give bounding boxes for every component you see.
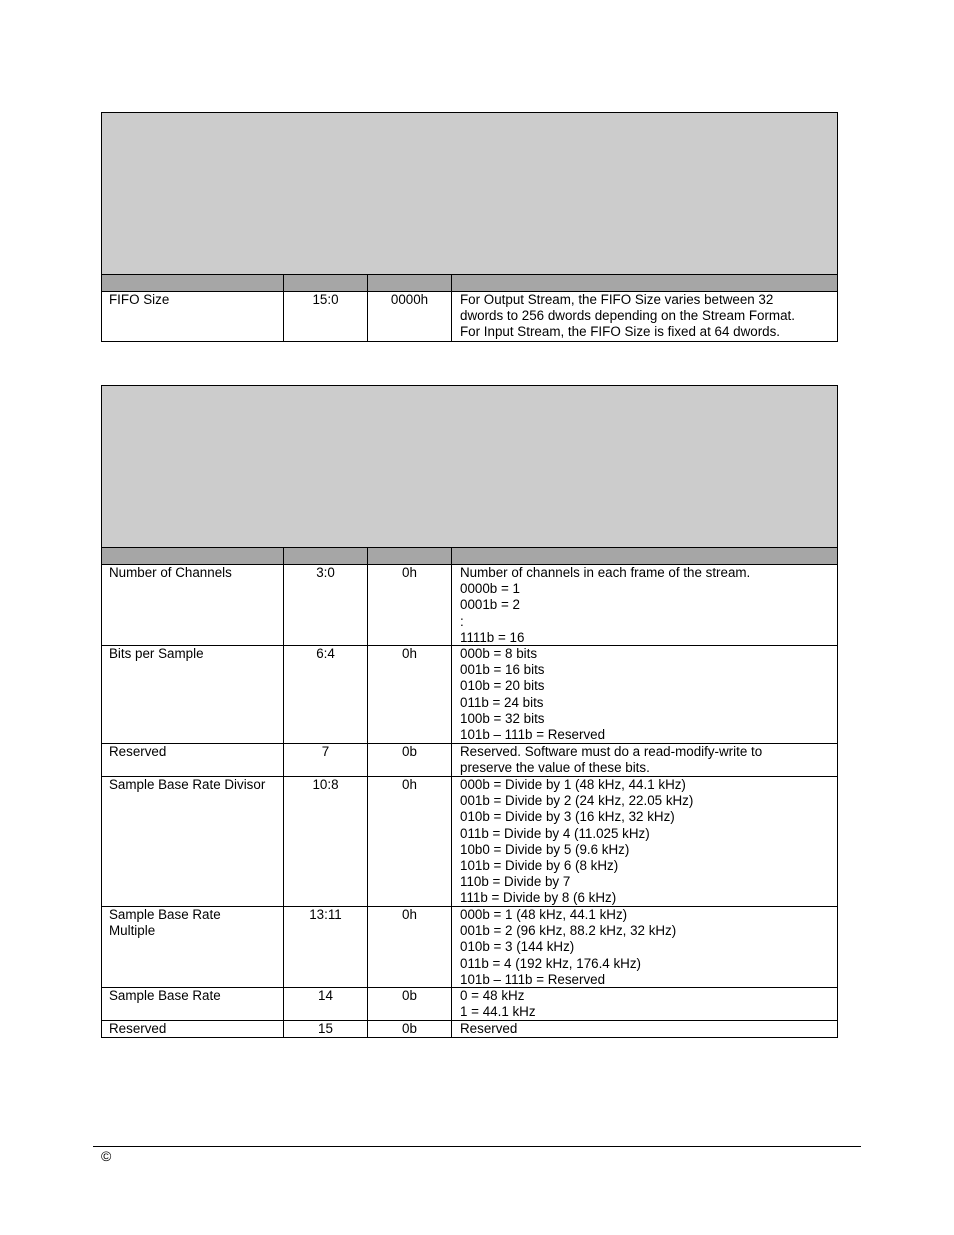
description-line: 001b = 16 bits <box>460 662 545 678</box>
field-name <box>102 744 284 776</box>
field-bits: 10:8 <box>284 777 368 906</box>
field-name-line: Sample Base Rate <box>109 907 221 922</box>
description-line: 010b = 20 bits <box>460 678 545 694</box>
description-line: 1111b = 16 <box>460 629 525 645</box>
field-bits: 13:11 <box>284 907 368 987</box>
field-name-line: Bits per Sample <box>109 646 204 661</box>
description-line: dwords to 256 dwords depending on the Stream Format. <box>460 308 795 324</box>
table-row <box>102 907 837 988</box>
column-header-default <box>368 548 452 564</box>
description-line: 110b = Divide by 7 <box>460 874 571 890</box>
field-default: 0h <box>368 565 452 645</box>
column-header-field <box>102 548 284 564</box>
column-header-default <box>368 275 452 291</box>
field-name-line: Sample Base Rate <box>109 988 221 1003</box>
field-bits: 15:0 <box>284 292 368 341</box>
table-row <box>102 744 837 777</box>
field-description <box>452 1021 837 1037</box>
field-name <box>102 988 284 1020</box>
field-bits: 7 <box>284 744 368 776</box>
field-default: 0h <box>368 646 452 743</box>
table-row <box>102 988 837 1021</box>
column-header-bits <box>284 275 368 291</box>
column-header-bits <box>284 548 368 564</box>
description-line: : <box>460 613 464 629</box>
table-row <box>102 1021 837 1037</box>
field-name-text: FIFO Size <box>109 292 170 307</box>
table-row <box>102 646 837 744</box>
stream-format-register-table <box>101 385 838 1038</box>
description-line: 000b = Divide by 1 (48 kHz, 44.1 kHz) <box>460 777 686 792</box>
description-line: 010b = 3 (144 kHz) <box>460 939 575 955</box>
field-default: 0h <box>368 907 452 987</box>
column-header-row <box>102 548 837 565</box>
description-line: 0001b = 2 <box>460 597 520 613</box>
description-line: 000b = 8 bits <box>460 646 538 661</box>
field-description <box>452 646 837 743</box>
description-line: 101b – 111b = Reserved <box>460 727 606 743</box>
field-description <box>452 988 837 1020</box>
table-row <box>102 777 837 907</box>
description-line: 111b = Divide by 8 (6 kHz) <box>460 890 617 906</box>
field-description <box>452 744 837 776</box>
column-header-field <box>102 275 284 291</box>
field-default: 0b <box>368 1021 452 1037</box>
field-name <box>102 292 284 341</box>
column-header-description <box>452 275 837 291</box>
table-row <box>102 292 837 341</box>
description-line: 011b = Divide by 4 (11.025 kHz) <box>460 825 650 841</box>
field-name-line: Number of Channels <box>109 565 232 580</box>
description-line: 011b = 4 (192 kHz, 176.4 kHz) <box>460 955 641 971</box>
description-line: Reserved. Software must do a read-modify-write to <box>460 744 763 759</box>
description-line: For Input Stream, the FIFO Size is fixed at 64 dwords. <box>460 324 781 340</box>
field-default: 0h <box>368 777 452 906</box>
description-line: 011b = 24 bits <box>460 694 544 710</box>
field-name-line: Reserved <box>109 1021 167 1036</box>
register-header-block <box>102 113 837 275</box>
field-name <box>102 646 284 743</box>
table-body <box>102 565 837 1037</box>
description-line: preserve the value of these bits. <box>460 760 650 776</box>
field-bits: 3:0 <box>284 565 368 645</box>
description-line: 1 = 44.1 kHz <box>460 1004 536 1020</box>
description-line: 0000b = 1 <box>460 581 520 597</box>
field-bits: 6:4 <box>284 646 368 743</box>
description-line: Reserved <box>460 1021 518 1036</box>
field-description <box>452 777 837 906</box>
copyright-symbol: © <box>101 1148 112 1164</box>
description-line: 000b = 1 (48 kHz, 44.1 kHz) <box>460 907 628 922</box>
field-default: 0b <box>368 988 452 1020</box>
description-line: 0 = 48 kHz <box>460 988 525 1003</box>
field-description <box>452 292 837 341</box>
field-name <box>102 565 284 645</box>
description-line: 101b – 111b = Reserved <box>460 971 606 987</box>
field-description <box>452 907 837 987</box>
description-line: 101b = Divide by 6 (8 kHz) <box>460 858 619 874</box>
field-description <box>452 565 837 645</box>
description-line: For Output Stream, the FIFO Size varies between 32 <box>460 292 774 307</box>
description-line: Number of channels in each frame of the stream. <box>460 565 751 580</box>
description-line: 001b = 2 (96 kHz, 88.2 kHz, 32 kHz) <box>460 923 677 939</box>
footer-rule <box>93 1146 861 1147</box>
field-name-line: Sample Base Rate Divisor <box>109 777 266 792</box>
column-header-description <box>452 548 837 564</box>
field-default: 0000h <box>368 292 452 341</box>
field-name-line: Reserved <box>109 744 167 759</box>
field-bits: 14 <box>284 988 368 1020</box>
register-header-block <box>102 386 837 548</box>
description-line: 010b = Divide by 3 (16 kHz, 32 kHz) <box>460 809 675 825</box>
description-line: 100b = 32 bits <box>460 710 545 726</box>
field-default: 0b <box>368 744 452 776</box>
field-name <box>102 907 284 987</box>
field-name-line: Multiple <box>109 923 156 939</box>
table-row <box>102 565 837 646</box>
fifo-size-register-table <box>101 112 838 342</box>
field-name <box>102 777 284 906</box>
description-line: 10b0 = Divide by 5 (9.6 kHz) <box>460 841 630 857</box>
field-name <box>102 1021 284 1037</box>
description-line: 001b = Divide by 2 (24 kHz, 22.05 kHz) <box>460 793 694 809</box>
field-bits: 15 <box>284 1021 368 1037</box>
column-header-row <box>102 275 837 292</box>
